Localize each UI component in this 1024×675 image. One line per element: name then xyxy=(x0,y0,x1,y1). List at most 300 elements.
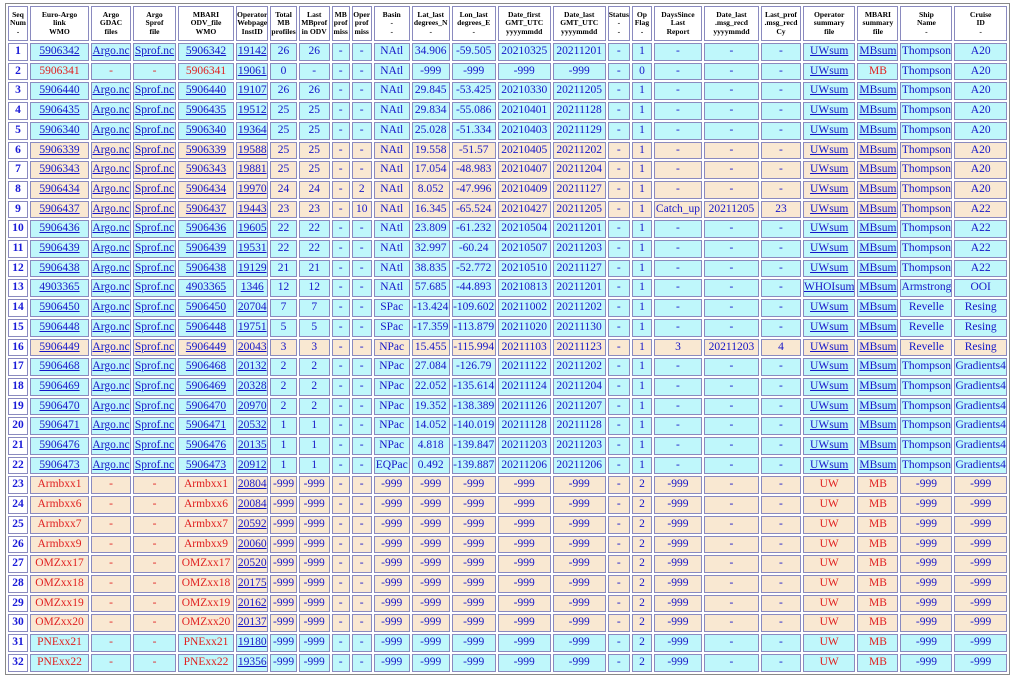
odv-file-link-cell[interactable]: 5906342 xyxy=(178,43,234,61)
operator-summary-link-cell[interactable]: UWsum xyxy=(803,43,855,61)
date-last-msg-cell: - xyxy=(704,476,759,494)
column-header-line: - xyxy=(390,26,393,36)
lat-last-cell: 32.997 xyxy=(412,240,450,258)
gdac-file-link-cell: - xyxy=(91,63,131,81)
operator-webpage-link-cell[interactable]: 20137 xyxy=(236,614,268,632)
euro-argo-link-cell[interactable]: 5906469 xyxy=(30,378,89,396)
gdac-file-link-cell[interactable]: Argo.nc xyxy=(91,122,131,140)
gdac-file-link-cell: - xyxy=(91,536,131,554)
euro-argo-link-cell[interactable]: 5906448 xyxy=(30,319,89,337)
cruise-id-cell: -999 xyxy=(954,536,1006,554)
gdac-file-link-cell[interactable]: Argo.nc xyxy=(91,102,131,120)
gdac-file-link-cell[interactable]: Argo.nc xyxy=(91,201,131,219)
sprof-file-link-cell[interactable]: Sprof.nc xyxy=(133,181,176,199)
sprof-file-link-cell[interactable]: Sprof.nc xyxy=(133,319,176,337)
operator-webpage-link-cell[interactable]: 19356 xyxy=(236,654,268,672)
operator-webpage-link-cell[interactable]: 20970 xyxy=(236,398,268,416)
mbari-summary-link-cell[interactable]: MBsum xyxy=(857,240,898,258)
total-profiles-cell: -999 xyxy=(270,496,296,514)
lat-last-cell: 17.054 xyxy=(412,161,450,179)
operator-webpage-link-cell[interactable]: 19605 xyxy=(236,220,268,238)
sprof-file-link-cell[interactable]: Sprof.nc xyxy=(133,398,176,416)
mbari-summary-link-cell[interactable]: MBsum xyxy=(857,319,898,337)
op-flag-cell: 1 xyxy=(632,319,652,337)
gdac-file-link-cell[interactable]: Argo.nc xyxy=(91,142,131,160)
operator-webpage-link-cell[interactable]: 20060 xyxy=(236,536,268,554)
gdac-file-link-cell[interactable]: Argo.nc xyxy=(91,358,131,376)
seq-num-cell: 31 xyxy=(8,634,28,652)
last-prof-msg-cy-cell: - xyxy=(761,654,801,672)
mbari-summary-link-cell[interactable]: MBsum xyxy=(857,279,898,297)
cruise-id-cell: -999 xyxy=(954,496,1006,514)
operator-summary-link-cell[interactable]: UWsum xyxy=(803,457,855,475)
gdac-file-link-cell[interactable]: Argo.nc xyxy=(91,279,131,297)
euro-argo-link-cell[interactable]: 4903365 xyxy=(30,279,89,297)
mbari-summary-link-cell[interactable]: MBsum xyxy=(857,161,898,179)
odv-file-link-cell: PNExx22 xyxy=(178,654,234,672)
column-header-euro-argo-link xyxy=(30,6,89,41)
mbari-summary-link-cell[interactable]: MBsum xyxy=(857,398,898,416)
euro-argo-link-cell[interactable]: 5906468 xyxy=(30,358,89,376)
operator-webpage-link-cell[interactable]: 19443 xyxy=(236,201,268,219)
ship-name-cell: Thompson xyxy=(900,142,952,160)
basin-cell: NAtl xyxy=(374,240,410,258)
sprof-file-link-cell[interactable]: Sprof.nc xyxy=(133,260,176,278)
op-flag-cell: 2 xyxy=(632,654,652,672)
last-profile-odv-cell: 21 xyxy=(299,260,330,278)
last-prof-msg-cy-cell: - xyxy=(761,536,801,554)
last-profile-odv-cell: -999 xyxy=(299,516,330,534)
date-last-cell: 20211128 xyxy=(553,417,606,435)
gdac-file-link-cell: - xyxy=(91,496,131,514)
column-header-line: miss xyxy=(333,26,348,36)
date-last-cell: 20211201 xyxy=(553,220,606,238)
sprof-file-link-cell[interactable]: Sprof.nc xyxy=(133,122,176,140)
operator-summary-link-cell[interactable]: UWsum xyxy=(803,63,855,81)
oper-prof-miss-cell: - xyxy=(352,220,372,238)
column-header-line: Oper xyxy=(353,9,371,19)
date-first-cell: -999 xyxy=(498,614,551,632)
status-cell: - xyxy=(608,161,630,179)
column-header-line: ID xyxy=(976,18,985,28)
days-since-report-cell: - xyxy=(654,319,702,337)
operator-summary-link-cell[interactable]: UWsum xyxy=(803,417,855,435)
euro-argo-link-cell[interactable]: 5906340 xyxy=(30,122,89,140)
operator-summary-link-cell[interactable]: UWsum xyxy=(803,201,855,219)
euro-argo-link-cell[interactable]: 5906342 xyxy=(30,43,89,61)
operator-webpage-link-cell[interactable]: 20704 xyxy=(236,299,268,317)
euro-argo-link-cell[interactable]: 5906343 xyxy=(30,161,89,179)
column-header-line: .msg_recd xyxy=(714,18,748,28)
sprof-file-link-cell[interactable]: Sprof.nc xyxy=(133,220,176,238)
date-last-cell: -999 xyxy=(553,595,606,613)
odv-file-link-cell[interactable]: 5906339 xyxy=(178,142,234,160)
operator-webpage-link-cell[interactable]: 19107 xyxy=(236,82,268,100)
operator-webpage-link-cell[interactable]: 19364 xyxy=(236,122,268,140)
mbari-summary-link-cell[interactable]: MBsum xyxy=(857,181,898,199)
days-since-report-cell: - xyxy=(654,240,702,258)
last-prof-msg-cy-cell: - xyxy=(761,575,801,593)
mb-prof-miss-cell: - xyxy=(332,319,350,337)
mbari-summary-link-cell[interactable]: MBsum xyxy=(857,201,898,219)
gdac-file-link-cell[interactable]: Argo.nc xyxy=(91,457,131,475)
lon-last-cell: -109.602 xyxy=(452,299,496,317)
operator-summary-link-cell[interactable]: UWsum xyxy=(803,142,855,160)
date-last-cell: 20211205 xyxy=(553,201,606,219)
gdac-file-link-cell[interactable]: Argo.nc xyxy=(91,82,131,100)
euro-argo-link-cell[interactable]: 5906470 xyxy=(30,398,89,416)
column-header-operator-summary-link xyxy=(803,6,855,41)
mbari-summary-link-cell[interactable]: MBsum xyxy=(857,142,898,160)
table-row xyxy=(8,181,1007,199)
gdac-file-link-cell: - xyxy=(91,575,131,593)
mbari-summary-link-cell[interactable]: MBsum xyxy=(857,102,898,120)
operator-webpage-link-cell[interactable]: 20135 xyxy=(236,437,268,455)
odv-file-link-cell[interactable]: 5906449 xyxy=(178,339,234,357)
sprof-file-link-cell[interactable]: Sprof.nc xyxy=(133,201,176,219)
total-profiles-cell: -999 xyxy=(270,614,296,632)
gdac-file-link-cell[interactable]: Argo.nc xyxy=(91,220,131,238)
operator-summary-link-cell: UW xyxy=(803,614,855,632)
ship-name-cell: Thompson xyxy=(900,181,952,199)
gdac-file-link-cell[interactable]: Argo.nc xyxy=(91,240,131,258)
basin-cell: -999 xyxy=(374,614,410,632)
gdac-file-link-cell[interactable]: Argo.nc xyxy=(91,339,131,357)
gdac-file-link-cell: - xyxy=(91,634,131,652)
sprof-file-link-cell: - xyxy=(133,63,176,81)
seq-num-cell: 25 xyxy=(8,516,28,534)
odv-file-link-cell[interactable]: 5906438 xyxy=(178,260,234,278)
sprof-file-link-cell[interactable]: Sprof.nc xyxy=(133,43,176,61)
sprof-file-link-cell[interactable]: Sprof.nc xyxy=(133,82,176,100)
odv-file-link-cell[interactable]: 5906440 xyxy=(178,82,234,100)
date-last-msg-cell: - xyxy=(704,496,759,514)
date-first-cell: -999 xyxy=(498,496,551,514)
table-row xyxy=(8,319,1007,337)
euro-argo-link-cell[interactable]: 5906339 xyxy=(30,142,89,160)
mbari-summary-link-cell[interactable]: MBsum xyxy=(857,417,898,435)
euro-argo-link-cell[interactable]: 5906436 xyxy=(30,220,89,238)
date-first-cell: 20210325 xyxy=(498,43,551,61)
days-since-report-cell: -999 xyxy=(654,654,702,672)
op-flag-cell: 1 xyxy=(632,220,652,238)
sprof-file-link-cell[interactable]: Sprof.nc xyxy=(133,279,176,297)
sprof-file-link-cell[interactable]: Sprof.nc xyxy=(133,437,176,455)
odv-file-link-cell[interactable]: 5906435 xyxy=(178,102,234,120)
lat-last-cell: 57.685 xyxy=(412,279,450,297)
operator-summary-link-cell: UW xyxy=(803,654,855,672)
seq-num-cell: 3 xyxy=(8,82,28,100)
seq-num-cell: 4 xyxy=(8,102,28,120)
status-cell: - xyxy=(608,220,630,238)
date-last-msg-cell: - xyxy=(704,260,759,278)
last-prof-msg-cy-cell: - xyxy=(761,181,801,199)
column-header-line: WMO xyxy=(195,26,217,36)
sprof-file-link-cell[interactable]: Sprof.nc xyxy=(133,457,176,475)
basin-cell: NAtl xyxy=(374,82,410,100)
lat-last-cell: -999 xyxy=(412,496,450,514)
mbari-summary-link-cell: MB xyxy=(857,536,898,554)
operator-webpage-link-cell[interactable]: 19142 xyxy=(236,43,268,61)
total-profiles-cell: 26 xyxy=(270,43,296,61)
operator-webpage-link-cell[interactable]: 19970 xyxy=(236,181,268,199)
oper-prof-miss-cell: - xyxy=(352,516,372,534)
op-flag-cell: 1 xyxy=(632,161,652,179)
euro-argo-link-cell[interactable]: 5906439 xyxy=(30,240,89,258)
operator-webpage-link-cell[interactable]: 19180 xyxy=(236,634,268,652)
column-header-gdac-file-link xyxy=(91,6,131,41)
days-since-report-cell: - xyxy=(654,417,702,435)
mb-prof-miss-cell: - xyxy=(332,437,350,455)
euro-argo-link-cell: OMZxx19 xyxy=(30,595,89,613)
sprof-file-link-cell[interactable]: Sprof.nc xyxy=(133,102,176,120)
operator-webpage-link-cell[interactable]: 20162 xyxy=(236,595,268,613)
days-since-report-cell: - xyxy=(654,181,702,199)
last-profile-odv-cell: 25 xyxy=(299,161,330,179)
cruise-id-cell: A22 xyxy=(954,240,1006,258)
lat-last-cell: 27.084 xyxy=(412,358,450,376)
operator-webpage-link-cell[interactable]: 20520 xyxy=(236,555,268,573)
last-profile-odv-cell: - xyxy=(299,63,330,81)
operator-summary-link-cell[interactable]: UWsum xyxy=(803,220,855,238)
total-profiles-cell: 2 xyxy=(270,398,296,416)
odv-file-link-cell[interactable]: 5906448 xyxy=(178,319,234,337)
status-cell: - xyxy=(608,142,630,160)
column-header-line: link xyxy=(53,18,66,28)
cruise-id-cell: Resing xyxy=(954,319,1006,337)
lon-last-cell: -59.505 xyxy=(452,43,496,61)
seq-num-cell: 15 xyxy=(8,319,28,337)
gdac-file-link-cell[interactable]: Argo.nc xyxy=(91,43,131,61)
operator-webpage-link-cell[interactable]: 1346 xyxy=(236,279,268,297)
oper-prof-miss-cell: - xyxy=(352,457,372,475)
operator-webpage-link-cell[interactable]: 20132 xyxy=(236,358,268,376)
table-row xyxy=(8,240,1007,258)
operator-webpage-link-cell[interactable]: 19512 xyxy=(236,102,268,120)
euro-argo-link-cell: Armbxx9 xyxy=(30,536,89,554)
operator-summary-link-cell[interactable]: UWsum xyxy=(803,437,855,455)
basin-cell: NAtl xyxy=(374,142,410,160)
operator-summary-link-cell[interactable]: UWsum xyxy=(803,319,855,337)
date-first-cell: 20210330 xyxy=(498,82,551,100)
last-prof-msg-cy-cell: 23 xyxy=(761,201,801,219)
operator-webpage-link-cell[interactable]: 19881 xyxy=(236,161,268,179)
column-header-line: files xyxy=(104,26,118,36)
odv-file-link-cell[interactable]: 5906469 xyxy=(178,378,234,396)
column-header-line: summary xyxy=(813,18,845,28)
operator-webpage-link-cell[interactable]: 20175 xyxy=(236,575,268,593)
days-since-report-cell: -999 xyxy=(654,634,702,652)
column-header-line: Status xyxy=(608,9,629,19)
mbari-summary-link-cell[interactable]: MBsum xyxy=(857,43,898,61)
oper-prof-miss-cell: - xyxy=(352,299,372,317)
operator-summary-link-cell: UW xyxy=(803,476,855,494)
operator-summary-link-cell[interactable]: UWsum xyxy=(803,161,855,179)
last-profile-odv-cell: -999 xyxy=(299,536,330,554)
mbari-summary-link-cell[interactable]: MBsum xyxy=(857,457,898,475)
operator-webpage-link-cell[interactable]: 20043 xyxy=(236,339,268,357)
gdac-file-link-cell[interactable]: Argo.nc xyxy=(91,319,131,337)
sprof-file-link-cell[interactable]: Sprof.nc xyxy=(133,358,176,376)
odv-file-link-cell[interactable]: 5906473 xyxy=(178,457,234,475)
operator-summary-link-cell[interactable]: WHOIsum xyxy=(803,279,855,297)
sprof-file-link-cell[interactable]: Sprof.nc xyxy=(133,417,176,435)
sprof-file-link-cell[interactable]: Sprof.nc xyxy=(133,299,176,317)
column-header-line: - xyxy=(640,26,644,36)
lat-last-cell: 4.818 xyxy=(412,437,450,455)
mbari-summary-link-cell[interactable]: MBsum xyxy=(857,82,898,100)
date-last-msg-cell: - xyxy=(704,575,759,593)
last-prof-msg-cy-cell: - xyxy=(761,417,801,435)
op-flag-cell: 1 xyxy=(632,142,652,160)
cruise-id-cell: Resing xyxy=(954,339,1006,357)
date-last-msg-cell: - xyxy=(704,595,759,613)
mbari-summary-link-cell[interactable]: MBsum xyxy=(857,437,898,455)
gdac-file-link-cell[interactable]: Argo.nc xyxy=(91,437,131,455)
mbari-summary-link-cell: MB xyxy=(857,614,898,632)
seq-num-cell: 18 xyxy=(8,378,28,396)
lon-last-cell: -115.994 xyxy=(452,339,496,357)
mbari-summary-link-cell[interactable]: MBsum xyxy=(857,299,898,317)
mbari-summary-link-cell[interactable]: MBsum xyxy=(857,220,898,238)
sprof-file-link-cell[interactable]: Sprof.nc xyxy=(133,339,176,357)
gdac-file-link-cell[interactable]: Argo.nc xyxy=(91,417,131,435)
operator-webpage-link-cell[interactable]: 20084 xyxy=(236,496,268,514)
column-header-line: Operator xyxy=(237,9,268,19)
odv-file-link-cell[interactable]: 5906439 xyxy=(178,240,234,258)
operator-webpage-link-cell[interactable]: 20804 xyxy=(236,476,268,494)
total-profiles-cell: -999 xyxy=(270,536,296,554)
euro-argo-link-cell[interactable]: 5906437 xyxy=(30,201,89,219)
column-header-line: prof xyxy=(333,18,348,28)
date-last-cell: 20211203 xyxy=(553,437,606,455)
odv-file-link-cell[interactable]: 5906437 xyxy=(178,201,234,219)
operator-summary-link-cell[interactable]: UWsum xyxy=(803,82,855,100)
odv-file-link-cell[interactable]: 5906436 xyxy=(178,220,234,238)
euro-argo-link-cell[interactable]: 5906473 xyxy=(30,457,89,475)
cruise-id-cell: -999 xyxy=(954,575,1006,593)
total-profiles-cell: 22 xyxy=(270,240,296,258)
operator-summary-link-cell[interactable]: UWsum xyxy=(803,398,855,416)
total-profiles-cell: 21 xyxy=(270,260,296,278)
odv-file-link-cell[interactable]: 5906470 xyxy=(178,398,234,416)
ship-name-cell: -999 xyxy=(900,516,952,534)
operator-webpage-link-cell[interactable]: 19588 xyxy=(236,142,268,160)
operator-webpage-link-cell[interactable]: 20532 xyxy=(236,417,268,435)
operator-webpage-link-cell[interactable]: 19129 xyxy=(236,260,268,278)
euro-argo-link-cell[interactable]: 5906450 xyxy=(30,299,89,317)
op-flag-cell: 1 xyxy=(632,378,652,396)
mbari-summary-link-cell[interactable]: MBsum xyxy=(857,122,898,140)
euro-argo-link-cell[interactable]: 5906440 xyxy=(30,82,89,100)
oper-prof-miss-cell: - xyxy=(352,43,372,61)
table-row xyxy=(8,43,1007,61)
operator-webpage-link-cell[interactable]: 20328 xyxy=(236,378,268,396)
float-status-table xyxy=(5,3,1010,675)
op-flag-cell: 1 xyxy=(632,339,652,357)
odv-file-link-cell[interactable]: 5906476 xyxy=(178,437,234,455)
operator-webpage-link-cell[interactable]: 19751 xyxy=(236,319,268,337)
euro-argo-link-cell[interactable]: 5906449 xyxy=(30,339,89,357)
gdac-file-link-cell[interactable]: Argo.nc xyxy=(91,378,131,396)
gdac-file-link-cell[interactable]: Argo.nc xyxy=(91,260,131,278)
odv-file-link-cell[interactable]: 5906471 xyxy=(178,417,234,435)
operator-summary-link-cell[interactable]: UWsum xyxy=(803,240,855,258)
sprof-file-link-cell[interactable]: Sprof.nc xyxy=(133,378,176,396)
gdac-file-link-cell[interactable]: Argo.nc xyxy=(91,398,131,416)
gdac-file-link-cell[interactable]: Argo.nc xyxy=(91,161,131,179)
euro-argo-link-cell[interactable]: 5906471 xyxy=(30,417,89,435)
odv-file-link-cell[interactable]: 5906450 xyxy=(178,299,234,317)
status-cell: - xyxy=(608,358,630,376)
operator-summary-link-cell[interactable]: UWsum xyxy=(803,299,855,317)
op-flag-cell: 1 xyxy=(632,82,652,100)
mbari-summary-link-cell[interactable]: MBsum xyxy=(857,339,898,357)
sprof-file-link-cell[interactable]: Sprof.nc xyxy=(133,161,176,179)
column-header-line: file xyxy=(824,26,835,36)
sprof-file-link-cell[interactable]: Sprof.nc xyxy=(133,142,176,160)
operator-summary-link-cell[interactable]: UWsum xyxy=(803,260,855,278)
odv-file-link-cell[interactable]: 5906468 xyxy=(178,358,234,376)
operator-summary-link-cell[interactable]: UWsum xyxy=(803,358,855,376)
mb-prof-miss-cell: - xyxy=(332,122,350,140)
sprof-file-link-cell: - xyxy=(133,555,176,573)
last-profile-odv-cell: 1 xyxy=(299,417,330,435)
euro-argo-link-cell[interactable]: 5906434 xyxy=(30,181,89,199)
seq-num-cell: 30 xyxy=(8,614,28,632)
gdac-file-link-cell: - xyxy=(91,654,131,672)
gdac-file-link-cell[interactable]: Argo.nc xyxy=(91,299,131,317)
sprof-file-link-cell: - xyxy=(133,476,176,494)
odv-file-link-cell[interactable]: 4903365 xyxy=(178,279,234,297)
last-prof-msg-cy-cell: - xyxy=(761,299,801,317)
operator-webpage-link-cell[interactable]: 20912 xyxy=(236,457,268,475)
operator-summary-link-cell[interactable]: UWsum xyxy=(803,181,855,199)
gdac-file-link-cell[interactable]: Argo.nc xyxy=(91,181,131,199)
euro-argo-link-cell[interactable]: 5906435 xyxy=(30,102,89,120)
euro-argo-link-cell[interactable]: 5906476 xyxy=(30,437,89,455)
column-header-line: Num xyxy=(9,18,27,28)
seq-num-cell: 13 xyxy=(8,279,28,297)
operator-webpage-link-cell[interactable]: 19531 xyxy=(236,240,268,258)
odv-file-link-cell[interactable]: 5906434 xyxy=(178,181,234,199)
operator-summary-link-cell[interactable]: UWsum xyxy=(803,122,855,140)
op-flag-cell: 2 xyxy=(632,555,652,573)
lon-last-cell: -139.847 xyxy=(452,437,496,455)
last-profile-odv-cell: -999 xyxy=(299,634,330,652)
total-profiles-cell: 23 xyxy=(270,201,296,219)
euro-argo-link-cell[interactable]: 5906438 xyxy=(30,260,89,278)
euro-argo-link-cell: OMZxx20 xyxy=(30,614,89,632)
mb-prof-miss-cell: - xyxy=(332,201,350,219)
days-since-report-cell: -999 xyxy=(654,555,702,573)
last-prof-msg-cy-cell: - xyxy=(761,555,801,573)
operator-summary-link-cell[interactable]: UWsum xyxy=(803,378,855,396)
oper-prof-miss-cell: - xyxy=(352,260,372,278)
odv-file-link-cell[interactable]: 5906340 xyxy=(178,122,234,140)
sprof-file-link-cell[interactable]: Sprof.nc xyxy=(133,240,176,258)
operator-summary-link-cell[interactable]: UWsum xyxy=(803,102,855,120)
ship-name-cell: -999 xyxy=(900,614,952,632)
mbari-summary-link-cell[interactable]: MBsum xyxy=(857,358,898,376)
operator-webpage-link-cell[interactable]: 20592 xyxy=(236,516,268,534)
mbari-summary-link-cell[interactable]: MBsum xyxy=(857,260,898,278)
operator-summary-link-cell[interactable]: UWsum xyxy=(803,339,855,357)
mbari-summary-link-cell[interactable]: MBsum xyxy=(857,378,898,396)
last-prof-msg-cy-cell: - xyxy=(761,378,801,396)
odv-file-link-cell[interactable]: 5906343 xyxy=(178,161,234,179)
operator-webpage-link-cell[interactable]: 19061 xyxy=(236,63,268,81)
